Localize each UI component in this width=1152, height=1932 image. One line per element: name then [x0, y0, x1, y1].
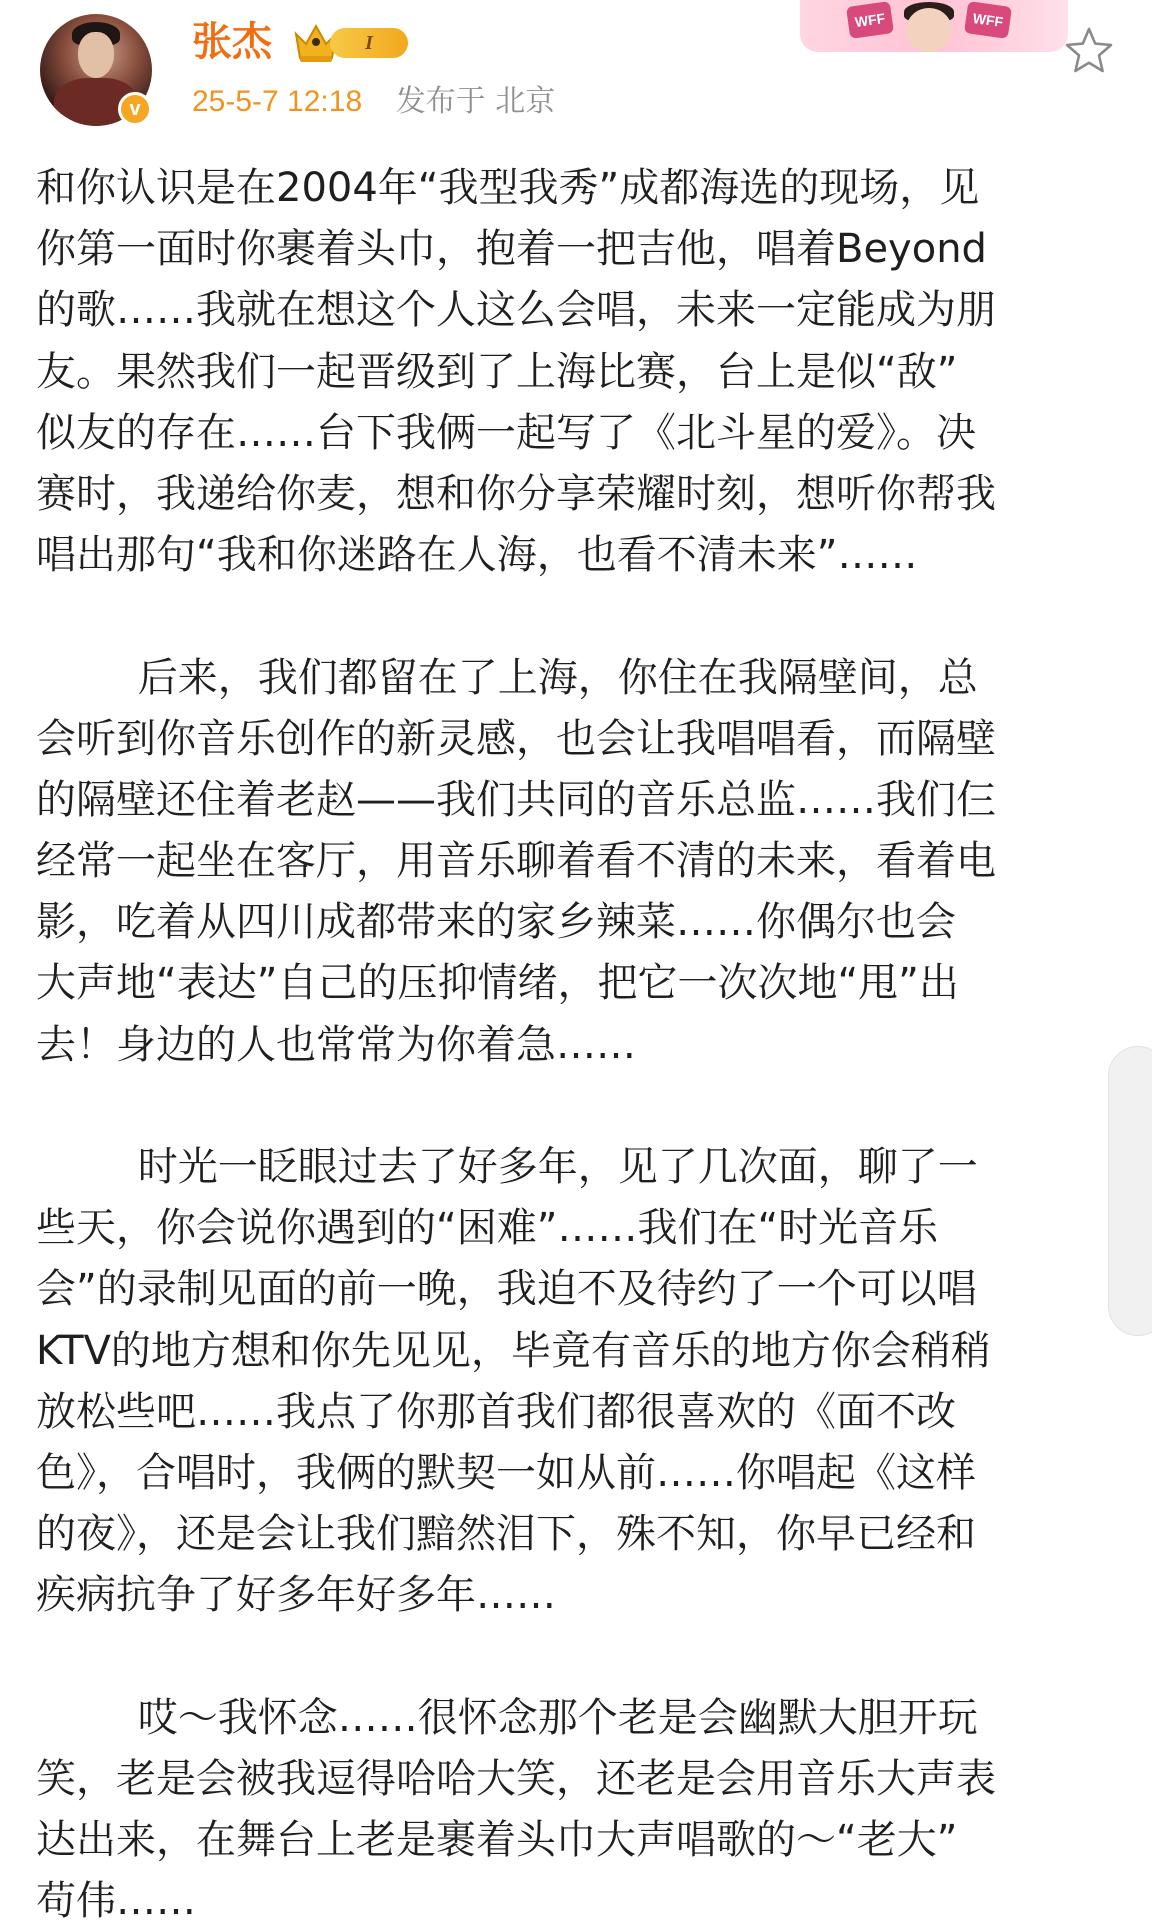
text-line: 似友的存在……台下我俩一起写了《北斗星的爱》。决 — [36, 409, 976, 456]
post-location: 发布于 北京 — [395, 84, 556, 119]
avatar-face — [78, 32, 114, 78]
paragraph — [36, 1688, 1122, 1932]
text-line: 哎～我怀念……很怀念那个老是会幽默大胆开玩 — [36, 1694, 978, 1741]
banner-portrait — [906, 8, 952, 52]
post-meta — [192, 82, 555, 122]
author-name[interactable]: 张杰 — [192, 19, 272, 65]
text-line: 色》，合唱时，我俩的默契一如从前……你唱起《这样 — [36, 1449, 976, 1496]
text-line: 赛时，我递给你麦，想和你分享荣耀时刻，想听你帮我 — [36, 470, 996, 517]
text-line: 达出来，在舞台上老是裹着头巾大声唱歌的～“老大” — [36, 1817, 958, 1864]
text-line: 的歌……我就在想这个人这么会唱，未来一定能成为朋 — [36, 287, 996, 334]
text-line: 你第一面时你裹着头巾，抱着一把吉他，唱着Beyond — [36, 226, 987, 273]
text-line: 后来，我们都留在了上海，你住在我隔壁间，总 — [36, 654, 978, 701]
text-line: 时光一眨眼过去了好多年，见了几次面，聊了一 — [36, 1144, 978, 1190]
text-line: 唱出那句“我和你迷路在人海，也看不清未来”…… — [36, 532, 918, 579]
star-outline-icon[interactable] — [1062, 24, 1116, 78]
text-line: 会”的录制见面的前一晚，我迫不及待约了一个可以唱 — [36, 1266, 977, 1313]
text-line: 放松些吧……我点了你那首我们都很喜欢的《面不改 — [36, 1388, 956, 1435]
text-line: 的隔壁还住着老赵——我们共同的音乐总监……我们仨 — [36, 776, 996, 823]
text-line: 去！身边的人也常常为你着急…… — [36, 1021, 636, 1068]
banner-tag: WFF — [846, 1, 894, 39]
paragraph — [36, 648, 1122, 1076]
text-line: 些天，你会说你遇到的“困难”……我们在“时光音乐 — [36, 1205, 939, 1252]
text-line: 会听到你音乐创作的新灵感，也会让我唱唱看，而隔壁 — [36, 715, 996, 762]
text-line: 友。果然我们一起晋级到了上海比赛，台上是似“敌” — [36, 348, 958, 395]
post-timestamp: 25-5-7 12:18 — [192, 85, 363, 118]
text-line: 苟伟…… — [36, 1878, 196, 1925]
text-line: 笑，老是会被我逗得哈哈大笑，还老是会用音乐大声表 — [36, 1755, 996, 1802]
decorative-banner[interactable] — [800, 0, 1068, 52]
text-line: KTV的地方想和你先见见，毕竟有音乐的地方你会稍稍 — [36, 1327, 991, 1374]
level-badge[interactable]: I — [330, 28, 408, 58]
post-header — [0, 0, 1152, 130]
text-line: 的夜》，还是会让我们黯然泪下，殊不知，你早已经和 — [36, 1511, 976, 1558]
text-line: 和你认识是在2004年“我型我秀”成都海选的现场，见 — [36, 165, 980, 211]
post-body — [36, 158, 1122, 1932]
text-line: 大声地“表达”自己的压抑情绪，把它一次次地“甩”出 — [36, 960, 959, 1007]
text-line: 疾病抗争了好多年好多年…… — [36, 1572, 556, 1619]
verified-icon: v — [118, 92, 152, 126]
banner-tag: WFF — [964, 1, 1012, 39]
text-line: 经常一起坐在客厅，用音乐聊着看不清的未来，看着电 — [36, 838, 996, 885]
paragraph — [36, 158, 1122, 586]
side-scroll-handle[interactable] — [1108, 1046, 1152, 1336]
paragraph — [36, 1137, 1122, 1627]
text-line: 影，吃着从四川成都带来的家乡辣菜……你偶尔也会 — [36, 899, 956, 946]
